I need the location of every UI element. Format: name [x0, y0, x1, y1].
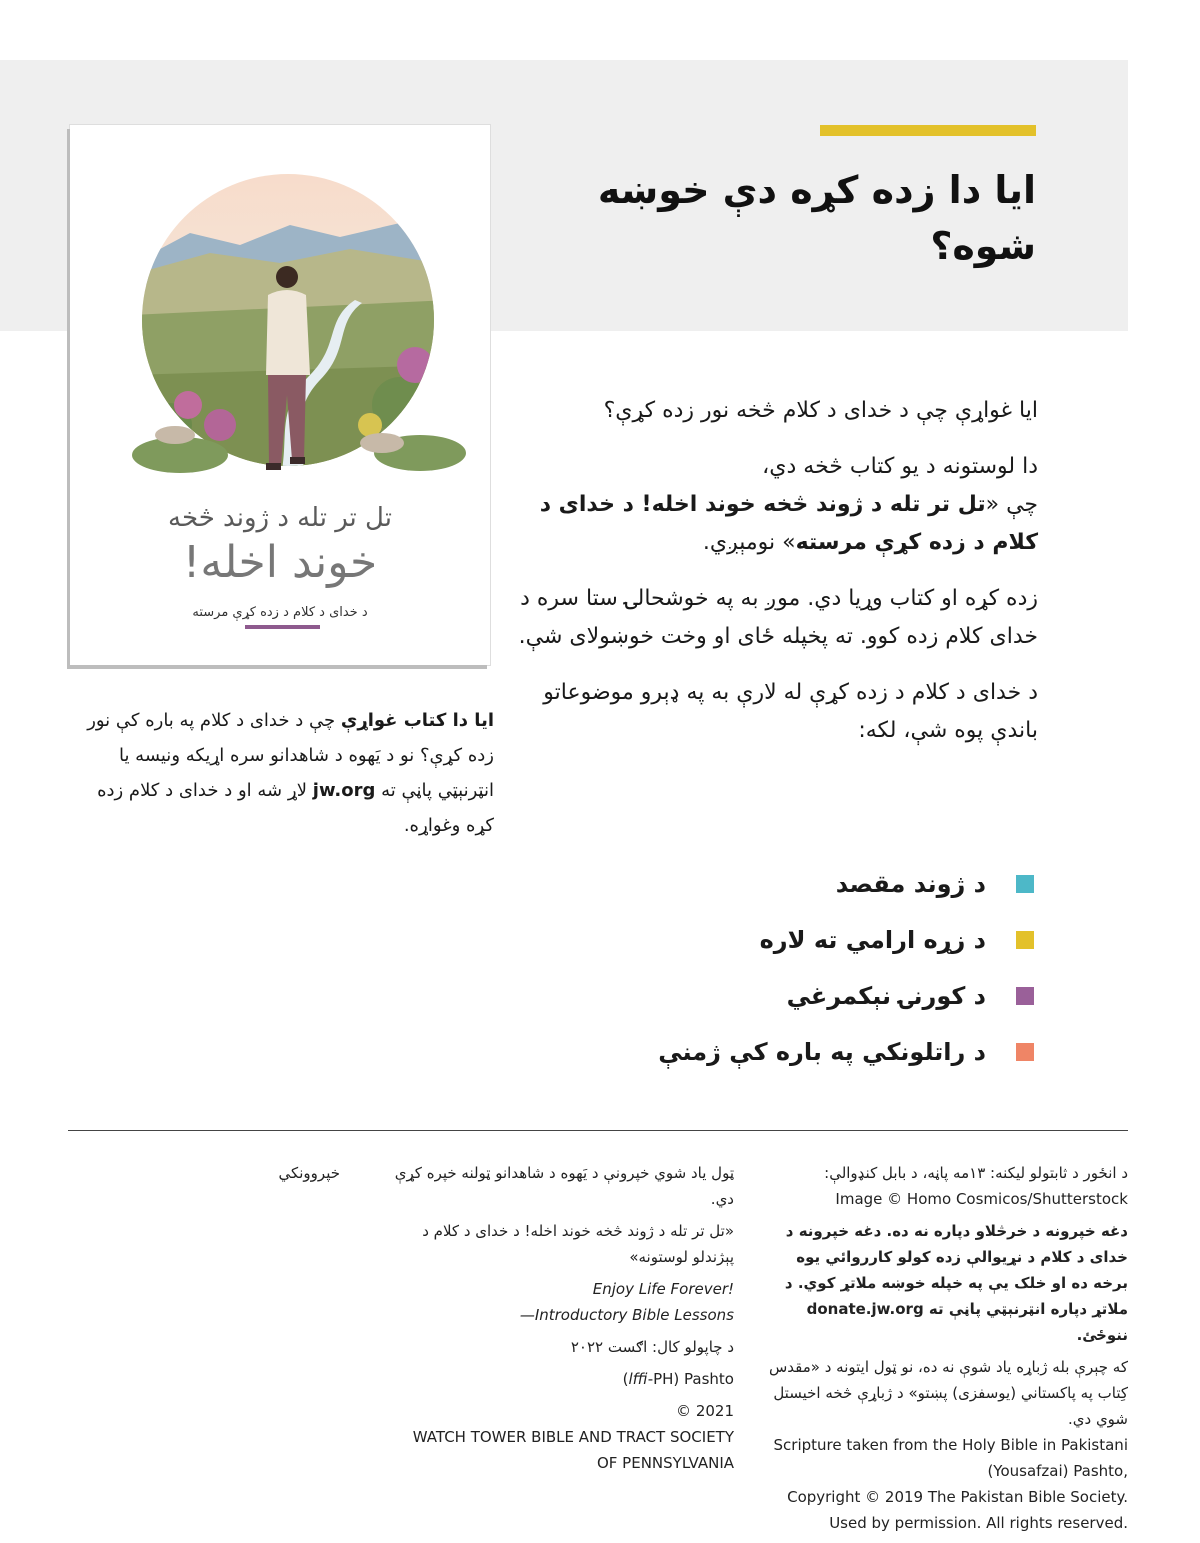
bullet-square-icon — [1016, 875, 1034, 893]
body-paragraph-2 — [512, 448, 1038, 562]
list-item — [560, 865, 1034, 903]
scripture-english: Scripture taken from the Holy Bible in Pakistani (Yousafzai) Pashto, — [773, 1436, 1128, 1480]
body-paragraph-4: د خدای د کلام د زده کړې له لارې به په ډېرو موضوعاتو باندې پوه شې، لکه: — [543, 680, 1038, 743]
list-item — [560, 977, 1034, 1015]
society-line-2: OF PENNSYLVANIA — [596, 1454, 734, 1472]
print-date: د چاپولو کال: اګست ۲۰۲۲ — [570, 1338, 734, 1356]
topic-label: د کورنۍ نېکمرغي — [786, 982, 986, 1010]
topics-list — [560, 865, 1034, 1089]
donation-body: دغه خپرونه د خرڅلاو دپاره نه ده. دغه خپرونه د خدای د کلام د نړیوالې زده کولو کارروائي یوه برخه ده او خلک یې په خپله خوښه ملاتړ کوي. د ملاتړ دپاره انټرنېټي پاڼې ته — [784, 1222, 1128, 1318]
permission-english: Used by permission. All rights reserved. — [829, 1514, 1128, 1532]
publication-code — [392, 1366, 734, 1392]
footer-publisher-column — [250, 1160, 340, 1192]
title-english-2: —Introductory Bible Lessons — [519, 1306, 734, 1324]
jw-org-link[interactable]: jw.org — [312, 780, 376, 801]
society-line-1: WATCH TOWER BIBLE AND TRACT SOCIETY — [412, 1428, 734, 1446]
header-accent-bar — [820, 125, 1036, 136]
copyright-english: Copyright © 2019 The Pakistan Bible Society. — [787, 1488, 1128, 1506]
cover-title-line1: تل تر تله د ژوند څخه — [168, 503, 392, 533]
title-pashto: «تل تر تله د ژوند څخه خوند اخله! د خدای د کلام د پېژندلو لوستونه» — [422, 1222, 734, 1266]
body-paragraph-2-start: دا لوستونه د یو کتاب څخه دي، — [762, 454, 1038, 479]
bullet-square-icon — [1016, 1043, 1034, 1061]
code-open: ( — [622, 1370, 629, 1388]
code-italic: lffi — [628, 1370, 648, 1388]
code-rest: -PH) Pashto — [647, 1370, 734, 1388]
publisher-note: ټول یاد شوي خپرونې د یَهوه د شاهدانو ټولنه خپره کړې دي. — [394, 1164, 734, 1208]
footer-publication-column — [392, 1160, 734, 1482]
credit-image: Image © Homo Cosmicos/Shutterstock — [835, 1190, 1128, 1208]
credit-label: د انځور د ثابتولو لیکنه: ۱۳مه پاڼه، د بابل کنډوالې: — [824, 1164, 1128, 1182]
title-english-1: Enjoy Life Forever! — [592, 1280, 734, 1298]
donation-text — [760, 1218, 1128, 1348]
cover-subtitle: د خدای د کلام د زده کړې مرسته — [192, 605, 368, 620]
topic-label: د زړه ارامي ته لاره — [759, 926, 986, 954]
body-text — [512, 392, 1038, 768]
publisher-label: خپروونکي — [278, 1164, 340, 1182]
side-note-tail: لاړ شه او د خدای د کلام زده کړه وغواړه. — [97, 780, 494, 836]
copyright-year: © 2021 — [676, 1402, 734, 1420]
page-title: ایا دا زده کړه دې خوښه شوه؟ — [597, 168, 1036, 268]
bullet-square-icon — [1016, 987, 1034, 1005]
donate-link[interactable]: donate.jw.org — [806, 1300, 924, 1318]
bullet-square-icon — [1016, 931, 1034, 949]
topic-label: د راتلونکي په باره کې ژمنې — [658, 1038, 986, 1066]
footer-credits-column — [760, 1160, 1128, 1542]
body-paragraph-2-end: » نومېږي. — [702, 530, 796, 555]
list-item — [560, 921, 1034, 959]
side-note — [66, 703, 494, 843]
body-paragraph-2-prefix: چې « — [985, 492, 1038, 517]
cover-underline — [245, 625, 320, 629]
topic-label: د ژوند مقصد — [835, 870, 986, 898]
list-item — [560, 1033, 1034, 1071]
body-paragraph-1: ایا غواړې چې د خدای د کلام څخه نور زده کړې؟ — [603, 398, 1038, 423]
cover-title-line2: خوند اخله! — [182, 537, 378, 588]
book-cover — [70, 125, 490, 665]
side-note-text: چې د خدای د کلام په باره کې نور زده کړې؟ نو د یَهوه د شاهدانو سره اړیکه ونیسه یا انټرنېټي پاڼې ته — [87, 710, 494, 801]
donation-tail: ننوځئ. — [1076, 1326, 1128, 1344]
cover-illustration — [70, 125, 490, 495]
book-title-bold: تل تر تله د ژوند څخه خوند اخله! د خدای د کلام د زده کړې مرسته — [539, 492, 1038, 555]
footer-divider — [68, 1130, 1128, 1131]
body-paragraph-3: زده کړه او کتاب وړیا دي. موږ به په خوشحالۍ ستا سره د خدای کلام زده کوو. ته پخپله ځای او وخت خوښولای شې. — [518, 586, 1038, 649]
scripture-note: که چېرې بله ژباړه یاد شوې نه ده، نو ټول ایتونه د «مقدس کِتاب په پاکستاني (یوسفزی) پښتو» د ژباړې څخه اخیستل شوي دي. — [768, 1358, 1128, 1428]
side-note-lead: ایا دا کتاب غواړې — [340, 710, 494, 731]
